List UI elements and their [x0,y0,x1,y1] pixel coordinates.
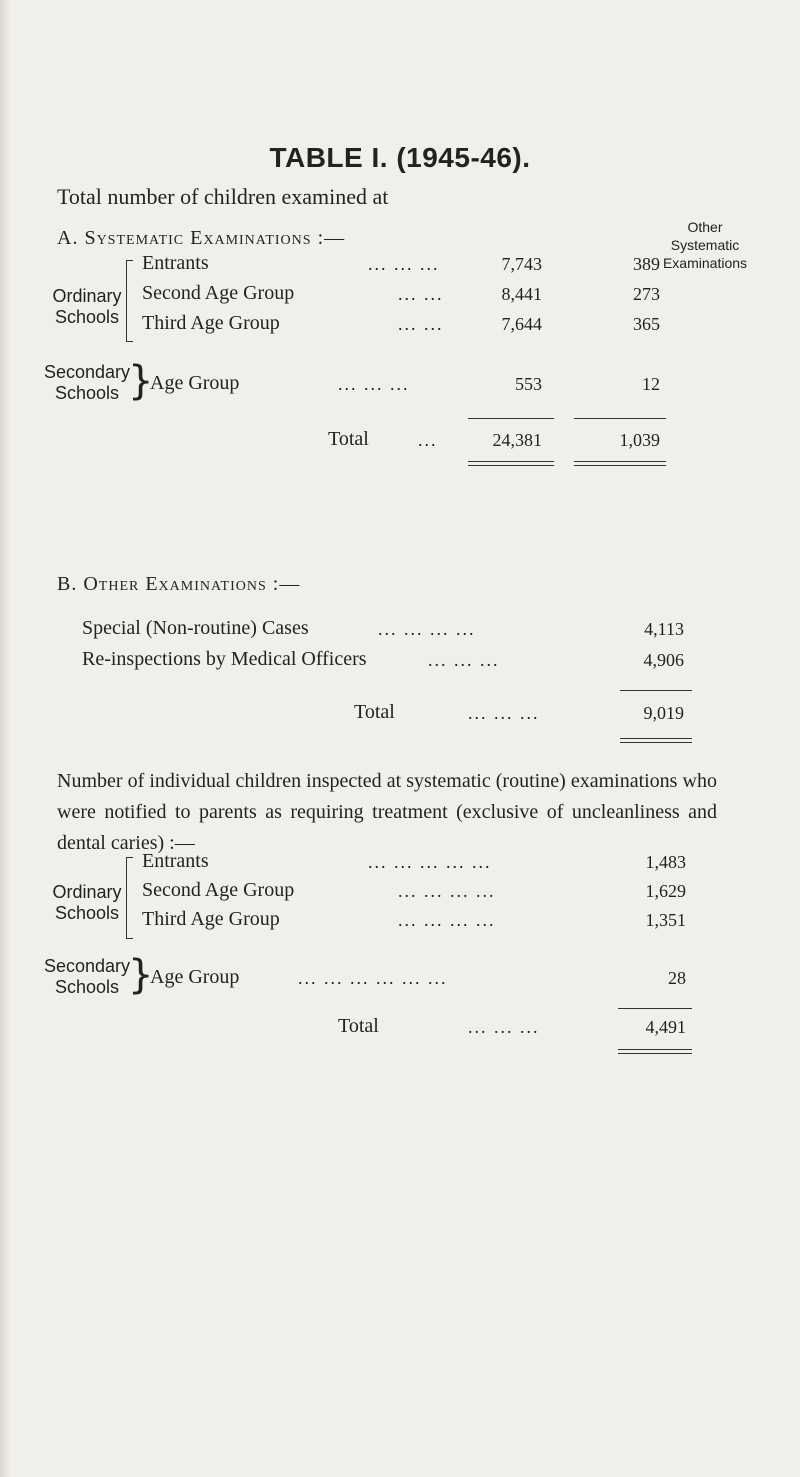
section-c-total-value: 4,491 [645,1017,686,1037]
row-c-entrants-label: Entrants [142,850,209,872]
leader-dots: ... ... ... ... [378,619,476,639]
double-rule-section-c [618,1053,692,1054]
row-reinspections-value: 4,906 [643,650,684,670]
row-third-age-other: 365 [633,314,660,334]
row-entrants-label: Entrants [142,252,209,274]
leader-dots: ... ... ... ... ... ... [298,968,448,988]
notified-children-paragraph: Number of individual children inspected at systematic (routine) examinations who were notified to parents as requiring treatment (exclusive of uncleanliness and dental caries) :— [57,770,717,854]
rule-section-b-top [620,690,692,691]
rule-other-top [574,418,666,419]
ordinary-schools-bracket [126,857,133,939]
leader-dots: ... ... ... [468,703,540,723]
section-b-total-label: Total [354,701,395,723]
double-rule-section-c [618,1049,692,1050]
section-a-total-other: 1,039 [619,430,660,450]
leader-dots: ... ... ... [468,1017,540,1037]
double-rule-routine [468,465,554,466]
ordinary-schools-label: Ordinary Schools [52,286,122,327]
leader-dots: ... ... ... [338,374,410,394]
row-third-age-label: Third Age Group [142,312,280,334]
leader-dots: ... [418,430,438,450]
row-special-cases-value: 4,113 [644,619,684,639]
row-entrants-routine: 7,743 [501,254,542,274]
double-rule-routine [468,461,554,462]
row-c-secondary-age-value: 28 [668,968,686,988]
section-c-total-label: Total [338,1015,379,1037]
section-a-total-label: Total [328,428,369,450]
secondary-schools-label: Secondary Schools [43,956,131,997]
row-special-cases-label: Special (Non-routine) Cases [82,617,309,639]
row-reinspections-label: Re-inspections by Medical Officers [82,648,367,670]
double-rule-section-b [620,738,692,739]
row-secondary-age-other: 12 [642,374,660,394]
leader-dots: ... ... [398,314,444,334]
ordinary-schools-bracket [126,260,133,342]
row-c-secondary-age-label: Age Group [150,966,240,988]
rule-routine-top [468,418,554,419]
row-third-age-routine: 7,644 [501,314,542,334]
row-second-age-label: Second Age Group [142,282,295,304]
rule-section-c-top [618,1008,692,1009]
section-a-total-routine: 24,381 [492,430,542,450]
leader-dots: ... ... [398,284,444,304]
double-rule-other [574,461,666,462]
leader-dots: ... ... ... ... [398,881,496,901]
table-title: TABLE I. (1945-46). [269,142,531,173]
secondary-schools-label: Secondary Schools [43,362,131,403]
intro-text: Total number of children examined at [57,184,389,209]
row-secondary-age-routine: 553 [515,374,542,394]
leader-dots: ... ... ... [368,254,440,274]
row-secondary-age-label: Age Group [150,372,240,394]
row-entrants-other: 389 [633,254,660,274]
section-a-heading: A. Systematic Examinations :— [57,227,346,249]
section-b-heading: B. Other Examinations :— [57,573,301,595]
leader-dots: ... ... ... ... [398,910,496,930]
secondary-brace: } [128,952,154,998]
row-c-entrants-value: 1,483 [645,852,686,872]
row-c-third-age-label: Third Age Group [142,908,280,930]
page-spine-shadow [0,0,12,1477]
row-c-second-age-value: 1,629 [645,881,686,901]
row-second-age-routine: 8,441 [501,284,542,304]
section-b-total-value: 9,019 [643,703,684,723]
secondary-brace: } [128,358,154,404]
double-rule-section-b [620,742,692,743]
other-systematic-column-header: Other Systematic Examinations [662,219,748,271]
leader-dots: ... ... ... [428,650,500,670]
leader-dots: ... ... ... ... ... [368,852,492,872]
row-c-third-age-value: 1,351 [645,910,686,930]
ordinary-schools-label: Ordinary Schools [52,882,122,923]
row-second-age-other: 273 [633,284,660,304]
double-rule-other [574,465,666,466]
row-c-second-age-label: Second Age Group [142,879,295,901]
